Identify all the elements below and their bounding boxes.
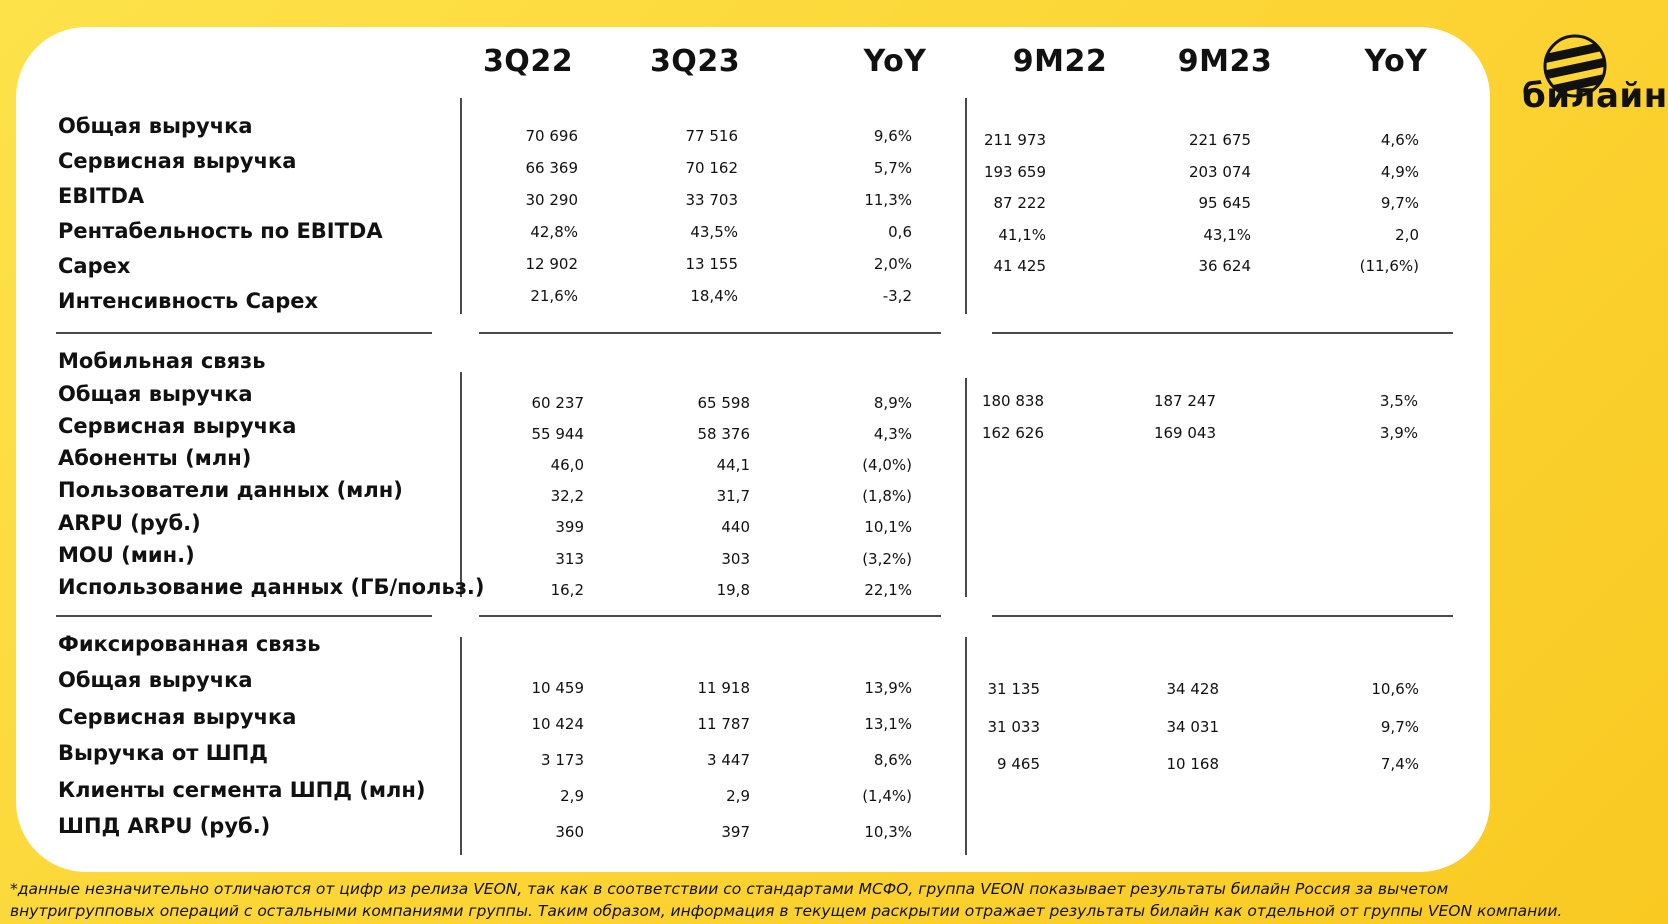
cell-value: 4,6% [1380,131,1419,149]
cell-value: 10 168 [1166,755,1219,773]
section-title-mobile: Мобильная связь [58,349,266,373]
cell-value: 60 237 [531,394,584,412]
header-yoy-quarter: YoY [863,44,927,79]
cell-value: 31,7 [716,487,750,505]
row-label: Сервисная выручка [58,149,297,173]
divider-horizontal [479,332,941,334]
cell-value: 30 290 [525,191,578,209]
cell-value: 221 675 [1188,131,1251,149]
cell-value: 7,4% [1380,755,1419,773]
cell-value: -3,2 [882,287,912,305]
cell-value: 8,6% [873,751,912,769]
divider-horizontal [56,615,432,617]
cell-value: 360 [555,823,584,841]
cell-value: 31 033 [987,718,1040,736]
cell-value: 42,8% [530,223,578,241]
cell-value: 2,9 [726,787,750,805]
cell-value: 313 [555,550,584,568]
row-label: Capex [58,254,131,278]
cell-value: 440 [721,518,750,536]
divider-vertical [965,378,967,597]
cell-value: 34 031 [1166,718,1219,736]
cell-value: 87 222 [993,194,1046,212]
header-yoy-9m: YoY [1364,44,1428,79]
cell-value: (11,6%) [1359,257,1419,275]
cell-value: 33 703 [685,191,738,209]
section-title-fixed: Фиксированная связь [58,632,321,656]
footnote-line: внутригрупповых операций с остальными компаниями группы. Таким образом, информация в текущем раскрытии отражает результаты билайн как отдельной от группы VEON компании. [10,902,1563,920]
row-label: Рентабельность по EBITDA [58,219,383,243]
cell-value: 2,0% [873,255,912,273]
cell-value: 12 902 [525,255,578,273]
row-label: Клиенты сегмента ШПД (млн) [58,778,426,802]
cell-value: (3,2%) [862,550,912,568]
cell-value: 3,9% [1379,424,1418,442]
cell-value: (4,0%) [862,456,912,474]
cell-value: 43,5% [690,223,738,241]
cell-value: 44,1 [716,456,750,474]
cell-value: 43,1% [1203,226,1251,244]
cell-value: 10,6% [1371,680,1419,698]
cell-value: 65 598 [697,394,750,412]
cell-value: 11,3% [864,191,912,209]
cell-value: 9,7% [1380,194,1419,212]
cell-value: 10 424 [531,715,584,733]
cell-value: 3 447 [707,751,750,769]
cell-value: 55 944 [531,425,584,443]
cell-value: 11 787 [697,715,750,733]
cell-value: (1,4%) [862,787,912,805]
cell-value: 0,6 [888,223,912,241]
row-label: Общая выручка [58,668,253,692]
cell-value: 211 973 [983,131,1046,149]
divider-vertical [460,637,462,855]
cell-value: 397 [721,823,750,841]
cell-value: 70 696 [525,127,578,145]
cell-value: 66 369 [525,159,578,177]
divider-horizontal [56,332,432,334]
row-label: Пользователи данных (млн) [58,478,403,502]
row-label: ARPU (руб.) [58,511,201,535]
row-label: Выручка от ШПД [58,741,268,765]
divider-horizontal [992,332,1453,334]
header-3q22: 3Q22 [482,44,574,79]
cell-value: 8,9% [873,394,912,412]
cell-value: 162 626 [981,424,1044,442]
cell-value: 18,4% [690,287,738,305]
cell-value: 36 624 [1198,257,1251,275]
row-label: EBITDA [58,184,145,208]
cell-value: 3,5% [1379,392,1418,410]
brand-name: билайн [1522,76,1668,116]
cell-value: 13 155 [685,255,738,273]
cell-value: 41 425 [993,257,1046,275]
cell-value: 3 173 [541,751,584,769]
row-label: Использование данных (ГБ/польз.) [58,575,485,599]
row-label: Общая выручка [58,114,253,138]
cell-value: 58 376 [697,425,750,443]
cell-value: 32,2 [550,487,584,505]
cell-value: 13,1% [864,715,912,733]
cell-value: 4,3% [873,425,912,443]
cell-value: 22,1% [864,581,912,599]
cell-value: (1,8%) [862,487,912,505]
row-label: ШПД ARPU (руб.) [58,814,271,838]
cell-value: 34 428 [1166,680,1219,698]
cell-value: 399 [555,518,584,536]
cell-value: 303 [721,550,750,568]
divider-vertical [460,372,462,597]
cell-value: 187 247 [1153,392,1216,410]
row-label: Сервисная выручка [58,414,297,438]
row-label: Сервисная выручка [58,705,297,729]
cell-value: 11 918 [697,679,750,697]
row-label: Общая выручка [58,382,253,406]
cell-value: 5,7% [873,159,912,177]
row-label: MOU (мин.) [58,543,195,567]
header-9m22: 9M22 [1012,44,1108,79]
cell-value: 193 659 [983,163,1046,181]
divider-horizontal [479,615,941,617]
cell-value: 10 459 [531,679,584,697]
footnote-line: *данные незначительно отличаются от цифр из релиза VEON, так как в соответствии со стандартами МСФО, группа VEON показывает результаты билайн Россия за вычетом [10,880,1449,898]
cell-value: 203 074 [1188,163,1251,181]
cell-value: 10,3% [864,823,912,841]
cell-value: 70 162 [685,159,738,177]
cell-value: 9 465 [997,755,1040,773]
cell-value: 2,9 [560,787,584,805]
cell-value: 95 645 [1198,194,1251,212]
row-label: Интенсивность Capex [58,289,319,313]
divider-vertical [965,637,967,855]
footnote [10,878,1640,922]
cell-value: 46,0 [550,456,584,474]
cell-value: 169 043 [1153,424,1216,442]
header-3q23: 3Q23 [649,44,741,79]
cell-value: 9,7% [1380,718,1419,736]
cell-value: 21,6% [530,287,578,305]
cell-value: 19,8 [716,581,750,599]
cell-value: 2,0 [1395,226,1419,244]
cell-value: 10,1% [864,518,912,536]
cell-value: 31 135 [987,680,1040,698]
row-label: Абоненты (млн) [58,446,252,470]
cell-value: 77 516 [685,127,738,145]
header-9m23: 9M23 [1177,44,1273,79]
cell-value: 9,6% [873,127,912,145]
cell-value: 13,9% [864,679,912,697]
cell-value: 41,1% [998,226,1046,244]
cell-value: 4,9% [1380,163,1419,181]
divider-horizontal [992,615,1453,617]
cell-value: 180 838 [981,392,1044,410]
cell-value: 16,2 [550,581,584,599]
